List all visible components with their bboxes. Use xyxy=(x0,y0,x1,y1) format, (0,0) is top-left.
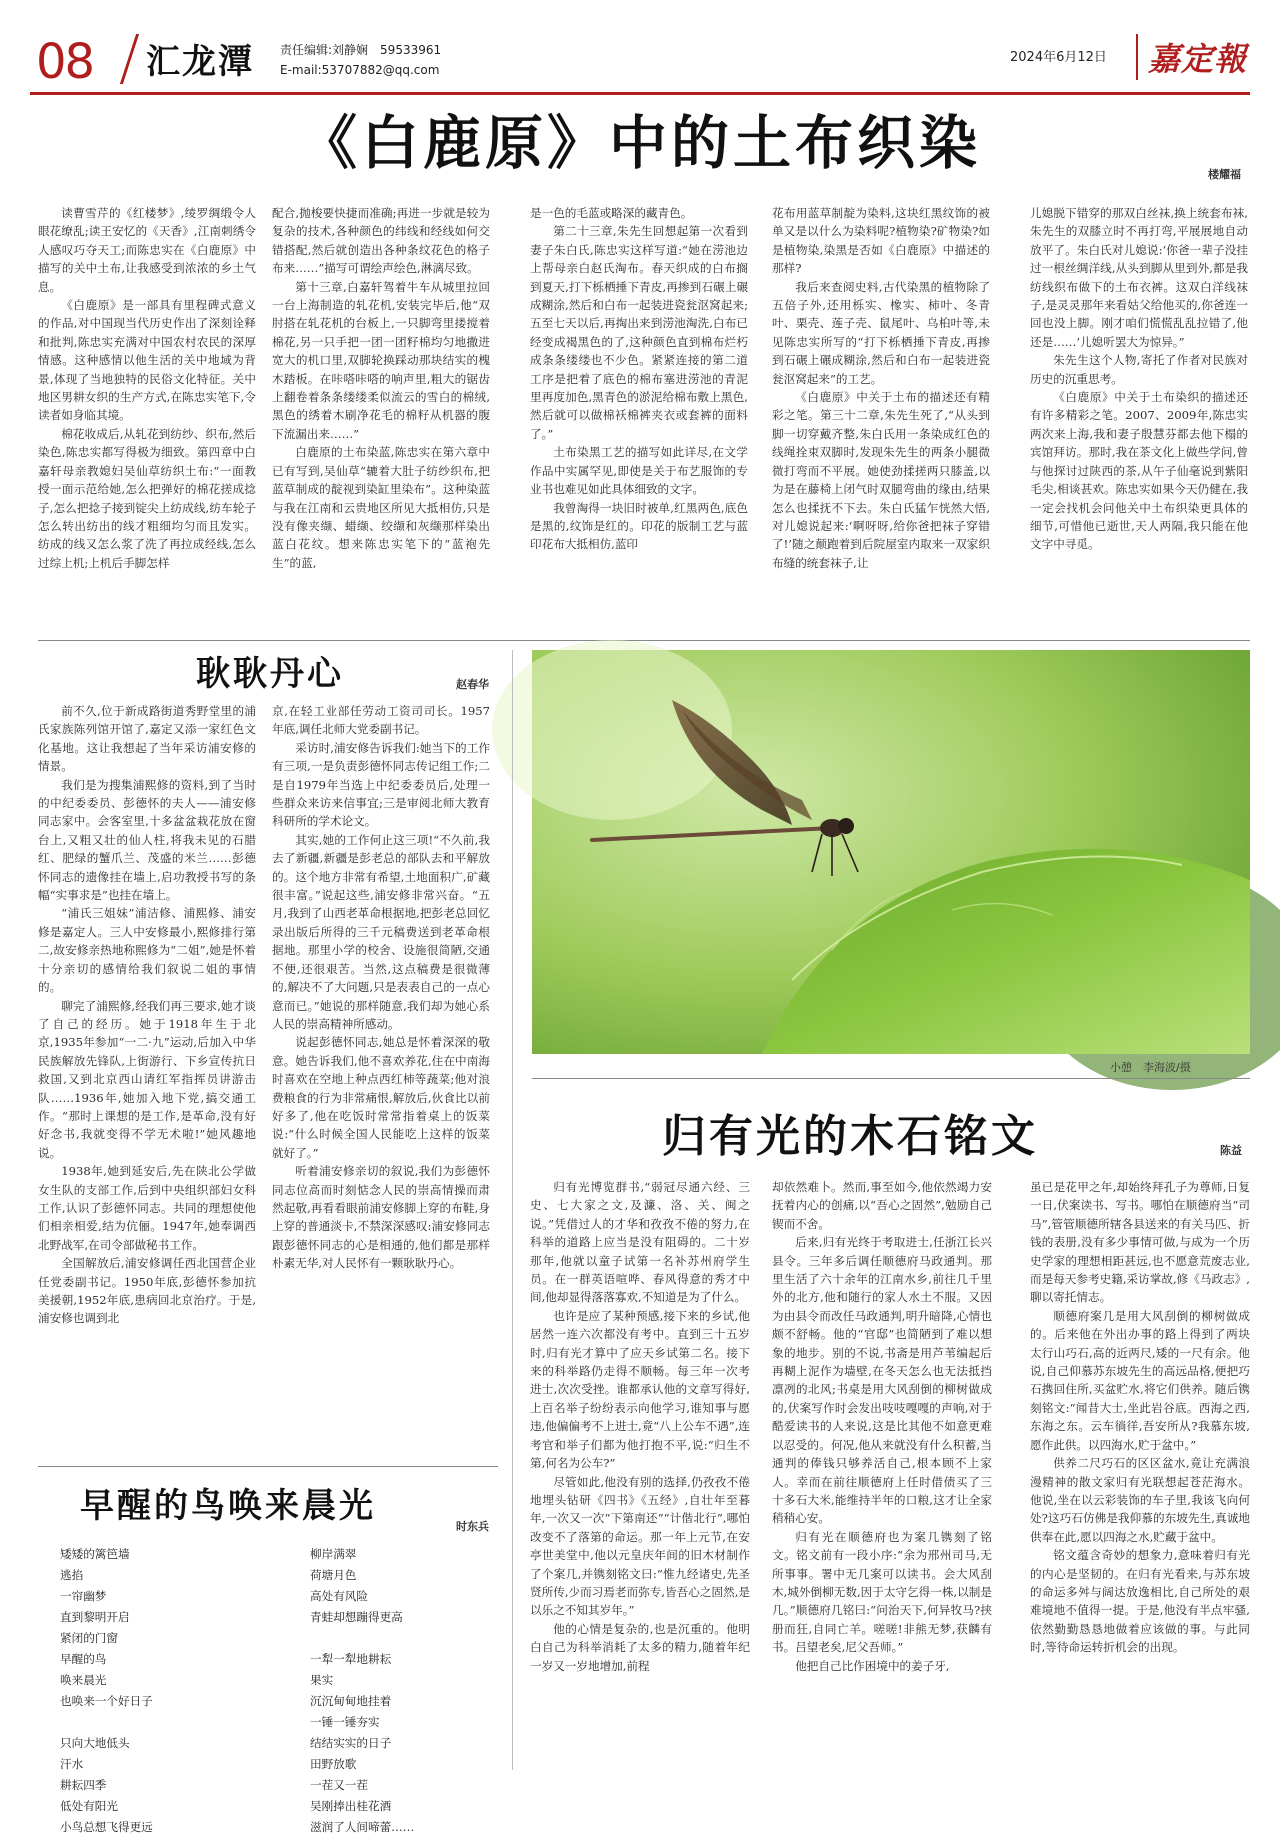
section-rule-3 xyxy=(38,1466,498,1467)
paragraph: 京,在轻工业部任劳动工资司司长。1957年底,调任北师大党委副书记。 xyxy=(272,704,490,737)
paragraph: 我曾淘得一块旧时被单,红黑两色,底色是黑的,纹饰是红的。印花的版制工艺与蓝印花布大抵相仿,蓝印 xyxy=(530,500,748,552)
editor-email: E-mail:53707882@qq.com xyxy=(280,63,440,77)
paragraph: 我后来查阅史料,古代染黑的植物除了五倍子外,还用栎实、橡实、柿叶、冬青叶、栗壳、莲子壳、鼠尾叶、乌桕叶等,未见陈忠实所写的“打下栎栖捶下青皮,再掺到石碾上碾成糊涂,然后和白布一起装进瓷瓮沤窝起来”的工艺。 xyxy=(772,279,990,386)
page-header xyxy=(30,30,1250,90)
poem-line: 紧闭的门窗 xyxy=(60,1631,118,1645)
paragraph: 其实,她的工作何止这三项!“不久前,我去了新疆,新疆是彭老总的部队去和平解放的。这个地方非常有希望,土地面积广,矿藏很丰富。”说起这些,浦安修非常兴奋。“五月,我到了山西老革命根据地,把彭老总回忆录出版后所得的三千元稿费送到老革命根据地。那里小学的校舍、设施很简陋,交通不便,还很艰苦。当然,这点稿费是很微薄的,解决不了大问题,只是表表自己的一点心意而已。”她说的那样随意,我们却为她心系人民的崇高精神所感动。 xyxy=(272,832,490,1031)
poem-column-1 xyxy=(60,1544,260,1838)
dragonfly-photo-image xyxy=(532,650,1250,1054)
article2-column-1 xyxy=(38,702,256,1462)
poem-line: 高处有风险 xyxy=(310,1589,368,1603)
paragraph: 说起彭德怀同志,她总是怀着深深的敬意。她告诉我们,他不喜欢养花,住在中南海时喜欢在空地上种点西红柿等蔬菜;他对浪费粮食的行为非常痛恨,解放后,伙食比以前好多了,他在吃饭时常常指着桌上的饭菜说:“什么时候全国人民能吃上这样的饭菜就好了。” xyxy=(272,1035,490,1160)
poem-line: 滋润了人间啼蕾…… xyxy=(310,1820,415,1834)
poem-line: 早醒的鸟 xyxy=(60,1652,107,1666)
page-number: 08 xyxy=(36,34,94,90)
editor-line: 责任编辑:刘静娴 59533961 xyxy=(280,43,442,57)
paragraph: 1938年,她到延安后,先在陕北公学做女生队的支部工作,后到中央组织部妇女科工作,认识了彭德怀同志。共同的理想使他们相亲相爱,结为伉俪。1947年,她奉调西北野战军,在司令部做秘书工作。 xyxy=(38,1164,256,1252)
poem-line: 耕耘四季 xyxy=(60,1778,107,1792)
article-author-2: 赵春华 xyxy=(456,678,489,691)
poem-line: 田野放歌 xyxy=(310,1757,357,1771)
dragonfly-photo xyxy=(532,650,1250,1054)
paragraph: 《白鹿原》是一部具有里程碑式意义的作品,对中国现当代历史作出了深刻诠释和批判,陈忠实充满对中国农村农民的深厚情感。这种感情以他生活的关中地域为背景,体现了当地独特的民俗文化特征。关中地区男耕女织的生产方式,在陈忠实笔下,令读者如身临其境。 xyxy=(38,298,256,423)
section-rule-2 xyxy=(532,1078,1250,1079)
paragraph: 棉花收成后,从轧花到纺纱、织布,然后染色,陈忠实都写得极为细致。第四章中白嘉轩母亲教媳妇吴仙草纺织土布:“一面教授一面示范给她,怎么把弹好的棉花搓成捻子,怎么把捻子接到锭尖上纺成线,纺车轮子怎么转出纺出的线才粗细均匀而且发实。纺成的线又怎么浆了洗了再拉成经线,怎么过综上机;上机后手脚怎样 xyxy=(38,426,256,570)
paragraph: 朱先生这个人物,寄托了作者对民族对历史的沉重思考。 xyxy=(1030,353,1248,386)
paragraph: 供养二尺巧石的区区盆水,竟让充满浪漫精神的散文家归有光联想起苍茫海水。他说,坐在以云彩装饰的车子里,我该飞向何处?这巧石仿佛是我仰慕的东坡先生,真诚地供奉在此,愿以四海之水,贮藏于盆中。 xyxy=(1030,1456,1250,1544)
poem-line: 一锤一锤夯实 xyxy=(310,1715,380,1729)
poem-line: 果实 xyxy=(310,1673,334,1687)
poem-line: 荷塘月色 xyxy=(310,1568,357,1582)
poem-line: 只向大地低头 xyxy=(60,1736,130,1750)
poem-line: 青蛙却想蹦得更高 xyxy=(310,1610,403,1624)
paragraph: 全国解放后,浦安修调任西北国营企业任党委副书记。1950年底,彭德怀参加抗美援朝,1952年底,患病回北京治疗。于是,浦安修也调到北 xyxy=(38,1256,256,1326)
issue-date: 2024年6月12日 xyxy=(1010,50,1107,65)
header-rule xyxy=(30,92,1250,95)
paragraph: 顺德府案几是用大风刮倒的柳树做成的。后来他在外出办事的路上得到了两块太行山巧石,高的近两尺,矮的一尺有余。他说,自己仰慕苏东坡先生的高远品格,便把巧石携回住所,买盆贮水,将它们供养。随后镌刻铭文:“闻昔大士,坐此岩谷底。西海之西,东海之东。云车徜徉,吾安所从?我慕东坡,愿作此供。以四海水,贮于盆中。” xyxy=(1030,1308,1250,1452)
article1-column-3 xyxy=(530,204,748,632)
article-author-3: 陈益 xyxy=(1220,1144,1242,1157)
paragraph: 他把自己比作困境中的姜子牙, xyxy=(795,1658,950,1673)
poem-line: 低处有阳光 xyxy=(60,1799,118,1813)
article-author-4: 时东兵 xyxy=(456,1520,489,1533)
poem-line: 柳岸满翠 xyxy=(310,1547,357,1561)
editor-info xyxy=(280,40,441,80)
photo-caption: 小憩 李海波/摄 xyxy=(1110,1061,1191,1074)
paragraph: 聊完了浦熙修,经我们再三要求,她才谈了自己的经历。她于1918年生于北京,1935年参加“一二·九”运动,后加入中华民族解放先锋队,上街游行、下乡宣传抗日救国,又到北京西山请红军指挥员讲游击队……1936年,她加入地下党,搞交通工作。“那时上课想的是工作,是革命,没有好好念书,我就变得不学无术啦!”她风趣地说。 xyxy=(38,998,256,1160)
paragraph: 土布染黑工艺的描写如此详尽,在文学作品中实属罕见,即使是关于布艺服饰的专业书也难见如此具体细致的文字。 xyxy=(530,445,748,497)
paragraph: 却依然难卜。然而,事至如今,他依然竭力安抚着内心的创痛,以“吾心之固然”,勉励自己锲而不舍。 xyxy=(772,1180,992,1231)
article-title-3: 归有光的木石铭文 xyxy=(662,1111,1038,1162)
poem-line: 吴刚捧出桂花酒 xyxy=(310,1799,392,1813)
column-divider-vertical xyxy=(512,650,513,1770)
poem-line: 沉沉甸甸地挂着 xyxy=(310,1694,392,1708)
poem-line: 小鸟总想飞得更远 xyxy=(60,1820,153,1834)
paragraph: 第十三章,白嘉轩驾着牛车从城里拉回一台上海制造的轧花机,安装完毕后,他“双肘搭在轧花机的台板上,一只脚弯里搂搅着棉花,另一只手把一团一团籽棉均匀地撒进宽大的机口里,双脚轮换踩动那块结实的槐木踏板。在咔嗒咔嗒的响声里,粗大的锯齿上翻卷着条条缕缕柔似流云的雪白的棉绒,黑色的绣着木刷净花毛的棉籽从机器的腹下流漏出来……” xyxy=(272,279,490,441)
poem-line: 一帘幽梦 xyxy=(60,1589,107,1603)
paragraph: 听着浦安修亲切的叙说,我们为彭德怀同志位高而时刻惦念人民的崇高情操而肃然起敬,再看看眼前浦安修脚上穿的布鞋,身上穿的普通淡卡,不禁深深感叹:浦安修同志跟彭德怀同志的心是相通的,他们都是那样朴素无华,对人民怀有一颗耿耿丹心。 xyxy=(272,1164,490,1271)
paragraph: 虽已是花甲之年,却始终拜孔子为尊师,日复一日,伏案读书、写书。哪怕在顺德府当“司马”,管管顺德所辖各县送来的有关马匹、折钱的表册,没有多少事情可做,与成为一个历史学家的理想相距甚远,也不愿意荒废志业,而是每天参考史籍,采访掌故,修《马政志》,聊以寄托情志。 xyxy=(1030,1180,1250,1305)
header-slash-divider xyxy=(120,34,139,84)
paragraph: 后来,归有光终于考取进士,任浙江长兴县令。三年多后调任顺德府马政通判。那里生活了六十余年的江南水乡,前往几千里外的北方,他和随行的家人水土不服。又因为由县令而改任马政通判,明升暗降,心情也颇不舒畅。他的“官邸”也简陋到了难以想象的地步。别的不说,书斋是用芦苇编起后再糊上泥作为墙壁,在冬天怎么也无法抵挡凛冽的北风;书桌是用大风刮倒的柳树做成的,伏案写作时会发出吱吱嘎嘎的声响,对于酷爱读书的人来说,这是比其他不如意更难以忍受的。何况,他从来就没有什么积蓄,当通判的俸钱只够养活自己,根本顾不上家人。幸而在前往顺德府上任时借债买了三十多石大米,能维持半年的口粮,这才让全家稍稍心安。 xyxy=(772,1235,992,1526)
poem-line: 直到黎明开启 xyxy=(60,1610,130,1624)
paragraph: “浦氏三姐妹”浦洁修、浦熙修、浦安修是嘉定人。三人中安修最小,熙修排行第二,故安修亲热地称熙修为“二姐”,她是怀着十分亲切的感情给我们叙说二姐的事情的。 xyxy=(38,906,256,995)
paragraph: 铭文蕴含奇妙的想象力,意味着归有光的内心是坚韧的。在归有光看来,与苏东坡的命运多舛与阔达放逸相比,自己所处的艰难境地不值得一提。于是,他没有半点牢骚,依然勤勤恳恳地做着应该做的事。与此同时,等待命运转折机会的出现。 xyxy=(1030,1548,1250,1655)
paragraph: 是一色的毛蓝或略深的藏青色。 xyxy=(530,206,693,220)
poem-line: 也唤来一个好日子 xyxy=(60,1694,153,1708)
header-divider xyxy=(1136,34,1138,80)
paragraph: 配合,抛梭要快捷而准确;再进一步就是较为复杂的技术,各种颜色的纬线和经线如何交错搭配,然后就创造出各种条纹花色的格子布来……”描写可谓绘声绘色,淋漓尽致。 xyxy=(272,206,490,276)
poem-column-2 xyxy=(310,1544,500,1838)
article-title-main: 《白鹿原》中的土布织染 xyxy=(298,109,981,177)
paragraph: 采访时,浦安修告诉我们:她当下的工作有三项,一是负责彭德怀同志传记组工作;二是自1979年当选上中纪委委员后,处理一些群众来访来信事宜;三是审阅北师大教育科研所的学术论文。 xyxy=(272,740,490,829)
section-rule-1 xyxy=(38,640,1250,641)
paragraph: 尽管如此,他没有别的选择,仍孜孜不倦地埋头钻研《四书》《五经》,自壮年至暮年,一次又一次“下第南还”“计偕北行”,哪怕改变不了落第的命运。那一年上元节,在安亭世美堂中,他以元皇庆年间的旧木材制作了个案几,并镌刻铭文曰:“惟九经诸史,先圣贤所传,少而习焉老而弥专,皆吾心之固然,是以乐之不知其岁年。” xyxy=(530,1474,750,1618)
poem-line: 唤来晨光 xyxy=(60,1673,107,1687)
poem-line: 汗水 xyxy=(60,1757,84,1771)
paragraph: 第二十三章,朱先生回想起第一次看到妻子朱白氏,陈忠实这样写道:“她在涝池边上帮母亲白赵氏淘布。春天织成的白布搁到夏天,打下栎栖捶下青皮,再掺到石碾上碾成糊涂,然后和白布一起装进瓷瓮沤窝起来;五至七天以后,再掏出来到涝池淘洗,白布已经变成褐黑色的了,这种颜色直到棉布烂朽成条条缕缕也不少色。紧紧连接的第二道工序是把着了底色的棉布塞进涝池的青泥里再度加色,黑青色的淤泥给棉布敷上黑色,然后就可以做棉袄棉裤夹衣或套裤的面料了。” xyxy=(530,224,748,441)
article-title-4: 早醒的鸟唤来晨光 xyxy=(80,1486,376,1526)
paragraph: 前不久,位于新成路街道秀野堂里的浦氏家族陈列馆开馆了,嘉定又添一家红色文化基地。这让我想起了当年采访浦安修的情景。 xyxy=(38,704,256,774)
article2-column-2 xyxy=(272,702,490,1462)
article-author-main: 楼耀福 xyxy=(1208,168,1241,181)
poem-line xyxy=(60,1712,260,1733)
poem-line: 逃掐 xyxy=(60,1568,84,1582)
poem-line: 结结实实的日子 xyxy=(310,1736,392,1750)
poem-line: 一茬又一茬 xyxy=(310,1778,368,1792)
paragraph: 花布用蓝草制靛为染料,这块红黑纹饰的被单又是以什么为染料呢?植物染?矿物染?如是植物染,染黑是否如《白鹿原》中描述的那样? xyxy=(772,206,990,276)
paragraph: 我们是为搜集浦熙修的资料,到了当时的中纪委委员、彭德怀的夫人——浦安修同志家中。会客室里,十多盆盆栽花放在窗台上,又粗又壮的仙人柱,将我未见的石腊红、肥绿的蟹爪兰、茂盛的米兰……彭德怀同志的遗像挂在墙上,启功教授书写的条幅“实事求是”也挂在墙上。 xyxy=(38,777,256,903)
poem-line: 矮矮的篱笆墙 xyxy=(60,1547,130,1561)
paragraph: 《白鹿原》中关于土布染织的描述还有许多精彩之笔。2007、2009年,陈忠实两次来上海,我和妻子殷慧芬都去他下榻的宾馆拜访。那时,我在茶文化上做些学问,曾与他探讨过陕西的茶,从午子仙毫说到紫阳毛尖,相谈甚欢。陈忠实如果今天仍健在,我一定会找机会问他关中土布织染更具体的细节,可惜他已逝世,天人两隔,我只能在他文字中寻觅。 xyxy=(1030,390,1248,552)
article-title-2: 耿耿丹心 xyxy=(196,654,344,694)
paragraph: 《白鹿原》中关于土布的描述还有精彩之笔。第三十二章,朱先生死了,“从头到脚一切穿戴齐整,朱白氏用一条染成红色的线绳拴束双脚时,发现朱先生的两条小腿微微打弯而不平展。她使劲揉搓两只膝盖,以为是在藤椅上闭气时双腿弯曲的缘由,结果怎么也揉抚不下去。朱白氏猛乍恍然大悟,对儿媳说起来:‘啊呀呀,给你爸把袜子穿错了!’随之颠跑着到后院屋室内取来一双家织布缝的统套袜子,让 xyxy=(772,390,990,570)
poem-line: 一犁一犁地耕耘 xyxy=(310,1652,392,1666)
paragraph: 白鹿原的土布染蓝,陈忠实在第六章中已有写到,吴仙草“辘着大肚子纺纱织布,把蓝草制成的靛视到染缸里染布”。这种染蓝与我在江南和云贵地区所见大抵相仿,只是没有像夹缬、蜡缬、绞缬和灰缬那样染出蓝白花纹。想来陈忠实笔下的“蓝袍先生”的蓝, xyxy=(272,445,490,570)
paragraph: 归有光博览群书,“弱冠尽通六经、三史、七大家之文,及濂、洛、关、闽之说。”凭借过人的才华和孜孜不倦的努力,在科举的道路上应当是没有阻碍的。二十岁那年,他就以童子试第一名补苏州府学生员。在一群英语喧哗、春风得意的秀才中间,他却显得落落寡欢,不知道是为了什么。 xyxy=(530,1180,750,1305)
paragraph: 读曹雪芹的《红楼梦》,绫罗绸缎令人眼花缭乱;读王安忆的《天香》,江南刺绣令人感叹巧夺天工;而陈忠实在《白鹿原》中描写的关中土布,让我感受到浓浓的乡土气息。 xyxy=(38,206,256,294)
article1-column-5 xyxy=(1030,204,1248,632)
paragraph: 归有光在顺德府也为案几镌刻了铭文。铭文前有一段小序:“余为邢州司马,无所事事。署中无几案可以读书。会大风刮木,城外倒柳无数,因于太守乞得一株,以制是几。”顺德府几铭曰:“问治天下,何异牧马?挟册而狂,自同亡羊。嗟嗟!非熊无梦,获麟有书。吕望老矣,尼父吾师。” xyxy=(772,1529,992,1655)
article3-column-2 xyxy=(772,1178,992,1768)
poem-line xyxy=(310,1628,500,1649)
article1-column-1 xyxy=(38,204,256,632)
article3-column-3 xyxy=(1030,1178,1250,1768)
paragraph: 他的心情是复杂的,也是沉重的。他明白自己为科举消耗了太多的精力,随着年纪一岁又一岁地增加,前程 xyxy=(530,1621,750,1673)
paragraph: 儿媳脱下错穿的那双白丝袜,换上统套布袜,朱先生的双膝立时不再打弯,平展展地自动放平了。朱白氏对儿媳说:‘你爸一辈子没挂过一根丝绸洋线,从头到脚从里到外,都是我纺线织布做下的土布衣裤。这双白洋线袜子,是灵灵那年来看姑父给他买的,你爸连一回也没上脚。刚才咱们慌慌乱乱拉错了,他还是……’儿媳听罢大为惊异。” xyxy=(1030,206,1248,349)
section-name: 汇龙潭 xyxy=(146,42,254,82)
paragraph: 也许是应了某种预感,接下来的乡试,他居然一连六次都没有考中。直到三十五岁时,归有光才算中了应天乡试第二名。接下来的科举路仍走得不顺畅。每三年一次考进士,次次受挫。谁都承认他的文章写得好,上百名举子纷纷表示向他学习,谁知事与愿违,他偏偏考不上进士,竟“八上公车不遇”,连考官和举子们都为他打抱不平,说:“归生不第,何名为公车?” xyxy=(530,1308,751,1471)
article1-column-2 xyxy=(272,204,490,632)
article3-column-1 xyxy=(530,1178,750,1768)
newspaper-logo: 嘉定報 xyxy=(1148,40,1248,78)
article1-column-4 xyxy=(772,204,990,632)
